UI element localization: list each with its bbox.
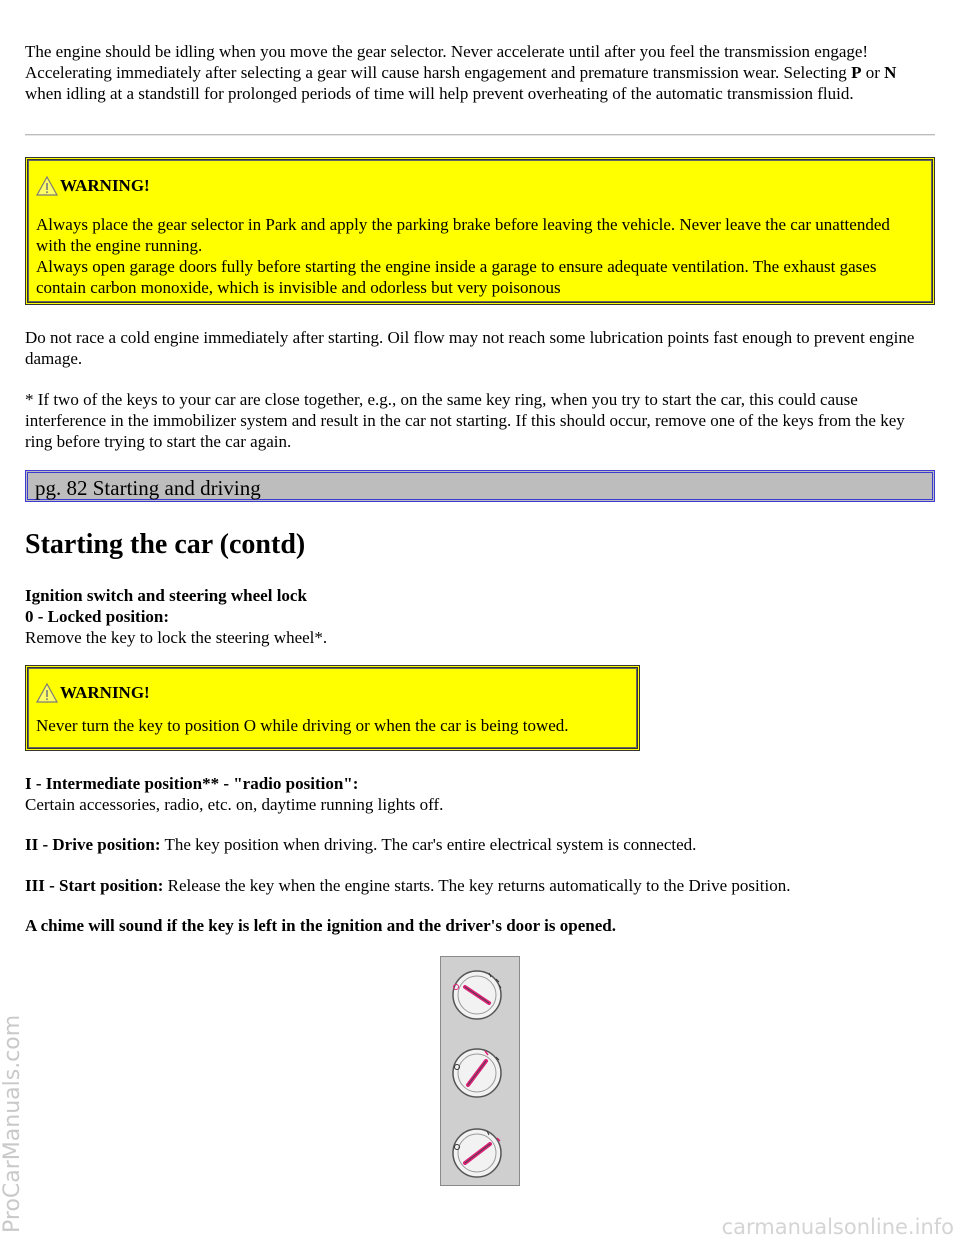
intro-text-2: when idling at a standstill for prolonged periods of time will help prevent overheating of the automatic transmission fluid. <box>25 84 854 103</box>
warning-line-1: Always place the gear selector in Park and apply the parking brake before leaving the vehicle. Never leave the car unattended with the engine running. <box>36 215 890 255</box>
ignition-dial-locked <box>453 971 501 1019</box>
drive-position <box>25 834 935 855</box>
intro-or: or <box>861 63 885 82</box>
intermediate-label: I - Intermediate position** - "radio position": <box>25 774 359 793</box>
gear-p: P <box>851 63 862 82</box>
warning-box-position-o <box>25 665 640 751</box>
warning-body <box>36 214 924 298</box>
warning-triangle-icon <box>36 683 58 703</box>
locked-position-text: Remove the key to lock the steering wheel*. <box>25 628 328 647</box>
drive-label: II - Drive position: <box>25 835 161 854</box>
drive-text: The key position when driving. The car's entire electrical system is connected. <box>160 835 697 854</box>
page-section-bar: pg. 82 Starting and driving <box>25 470 935 502</box>
divider <box>25 134 935 136</box>
ignition-switch-illustration <box>441 957 519 1185</box>
start-position <box>25 875 935 896</box>
intermediate-text: Certain accessories, radio, etc. on, daytime running lights off. <box>25 795 444 814</box>
gear-n: N <box>884 63 897 82</box>
chime-note: A chime will sound if the key is left in the ignition and the driver's door is opened. <box>25 916 616 935</box>
intro-paragraph <box>25 41 935 104</box>
ignition-switch-figure <box>440 956 520 1186</box>
start-label: III - Start position: <box>25 876 164 895</box>
warning-heading-text: WARNING! <box>60 683 150 702</box>
page-title: Starting the car (contd) <box>25 529 306 560</box>
ignition-heading: Ignition switch and steering wheel lock <box>25 586 307 605</box>
warning-body <box>36 715 629 736</box>
warning-heading-text: WARNING! <box>60 176 150 195</box>
footer-watermark: carmanualsonline.info <box>721 1215 954 1239</box>
warning-text: Never turn the key to position O while driving or when the car is being towed. <box>36 716 569 735</box>
ignition-section <box>25 585 935 648</box>
cold-engine-paragraph: Do not race a cold engine immediately after starting. Oil flow may not reach some lubrication points fast enough to prevent engine damage. <box>25 328 915 368</box>
locked-position-label: 0 - Locked position: <box>25 607 170 626</box>
warning-box-park <box>25 157 935 305</box>
start-text: Release the key when the engine starts. The key returns automatically to the Drive position. <box>163 876 791 895</box>
warning-triangle-icon <box>36 176 58 196</box>
watermark-text: ProCarManuals.com <box>0 1014 25 1233</box>
warning-heading <box>36 679 629 703</box>
ignition-dial-start <box>453 1129 501 1177</box>
warning-heading <box>36 172 924 196</box>
ignition-dial-drive <box>453 1049 501 1097</box>
keys-note-paragraph: * If two of the keys to your car are close together, e.g., on the same key ring, when you try to start the car, this could cause interference in the immobilizer system and result in the car not starting. If this should occur, remove one of the keys from the key ring before trying to start the car again. <box>25 390 905 451</box>
intro-text-1: The engine should be idling when you move the gear selector. Never accelerate until after you feel the transmission engage! Accelerating immediately after selecting a gear will cause harsh engagement and premature transmission wear. Selecting <box>25 42 869 82</box>
intermediate-position <box>25 773 935 815</box>
warning-line-2: Always open garage doors fully before starting the engine inside a garage to ensure adequate ventilation. The exhaust gases contain carbon monoxide, which is invisible and odorless but very poisonous <box>36 257 877 297</box>
